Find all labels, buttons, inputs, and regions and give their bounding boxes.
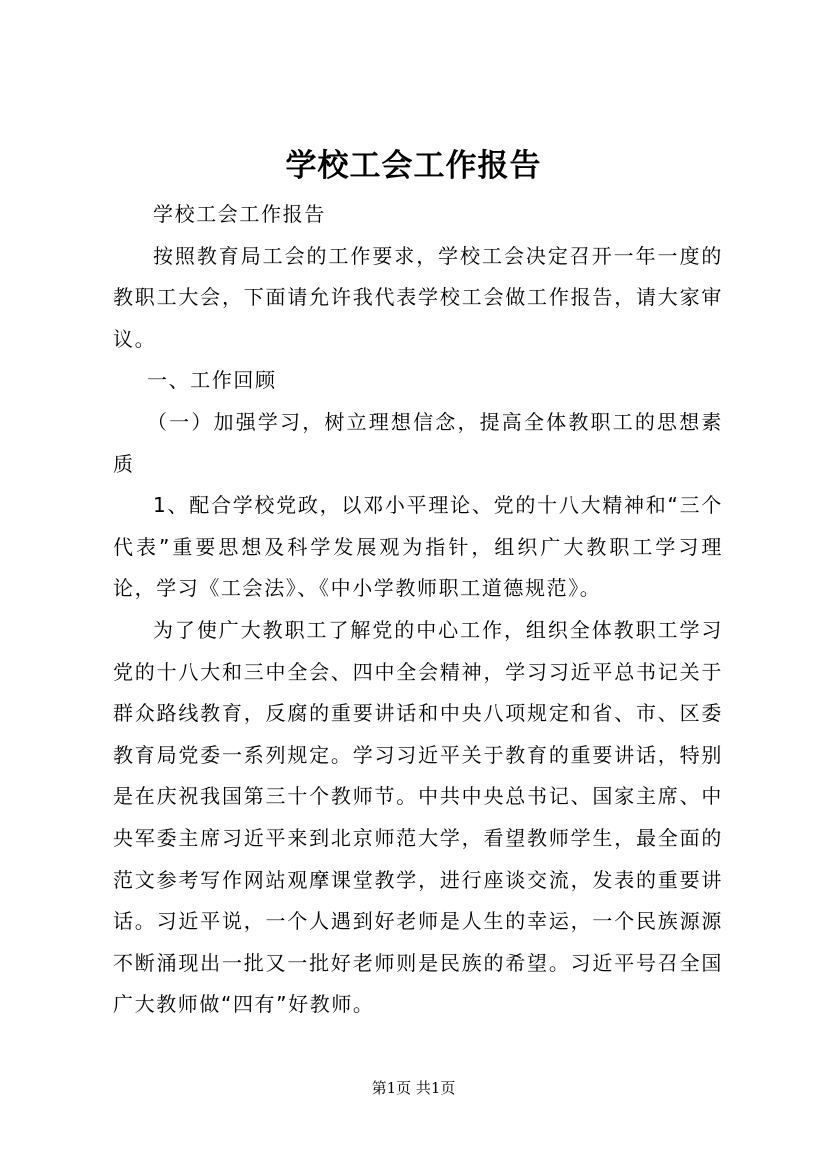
paragraph-intro: 按照教育局工会的工作要求，学校工会决定召开一年一度的教职工大会，下面请允许我代表学校工会做工作报告，请大家审议。 [113,243,723,351]
paragraph-study-detail: 为了使广大教职工了解党的中心工作，组织全体教职工学习党的十八大和三中全会、四中全会精神，学习习近平总书记关于群众路线教育，反腐的重要讲话和中央八项规定和省、市、区委教育局党委一系列规定。学习习近平关于教育的重要讲话，特别是在庆祝我国第三十个教师节。中共中央总书记、国家主席、中央军委主席习近平来到北京师范大学，看望教师学生，最全面的范文参考写作网站观摩课堂教学，进行座谈交流，发表的重要讲话。习近平说，一个人遇到好老师是人生的幸运，一个民族源源不断涌现出一批又一批好老师则是民族的希望。习近平号召全国广大教师做“四有”好教师。 [113,617,723,1017]
paragraph-subtitle: 学校工会工作报告 [153,202,326,226]
document-title: 学校工会工作报告 [285,148,542,184]
subsection-heading-study: （一）加强学习，树立理想信念，提高全体教职工的思想素质 [113,409,723,476]
document-body [113,194,723,1026]
paragraph-item-1: 1、配合学校党政，以邓小平理论、党的十八大精神和“三个代表”重要思想及科学发展观为指针，组织广大教职工学习理论，学习《工会法》、《中小学教师职工道德规范》。 [113,493,723,601]
page-footer: 第1页 共1页 [371,1079,456,1097]
section-heading-review: 一、工作回顾 [147,368,277,393]
